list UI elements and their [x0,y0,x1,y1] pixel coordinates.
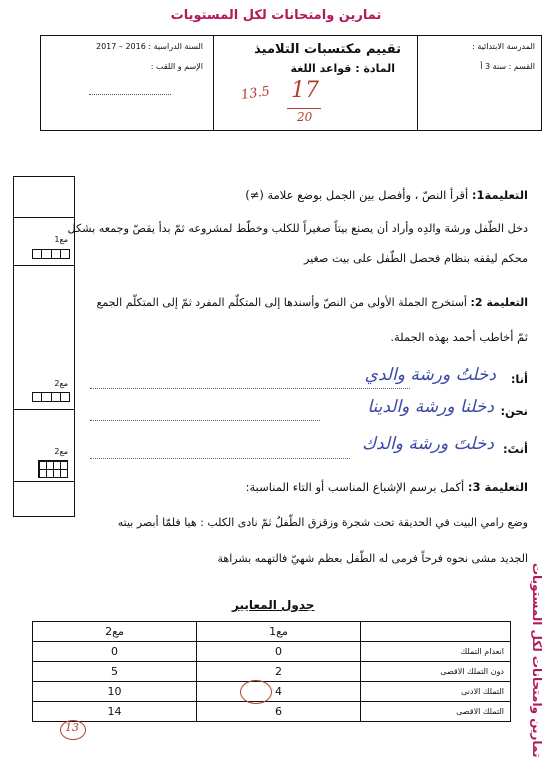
answer-dotline [90,388,410,389]
table-row [33,662,511,682]
table-cell: 6 [197,702,361,722]
side-watermark: تمارين وامتحانات لكل المستويات [530,563,544,758]
band-rule [14,409,74,410]
table-header-cell: مع1 [197,622,361,642]
criterion-grid [32,249,70,259]
exercise3-text-line: وضع رامي البيت في الحديقة تحت شجرة وزقزق الطّفلُ ثمّ نادى الكلب : هيا فلمّا أبصر بيته [117,516,528,529]
criteria-table [32,621,511,722]
table-cell: 10 [33,682,197,702]
criterion-label: مع2 [54,379,68,388]
exercise3-text-line: الجديد مشى نحوه فرحاً فرمى له الطّفل بعظم شهيّ فالتهمه بشراهة [217,552,528,565]
header-col-right [417,36,418,130]
table-cell: 4 [197,682,361,702]
exercise3-instruction: أكمل برسم الإشباع المناسب أو التاء المناسبة: [245,480,465,494]
exercise1-instruction: أقرأ النصّ ، وأفصل بين الجمل بوضع علامة (≠) [245,188,469,202]
table-row-label: التملك الادنى [361,682,511,702]
handwritten-answer: دخلنا ورشة والدينا [367,397,494,417]
handwritten-answer: دخلتَ ورشة والدك [361,434,494,454]
band-rule [14,265,74,266]
header-col-left [213,36,214,130]
exercise1-text-line: دخل الطّفل ورشة والدِه وأراد أن يصنع بيتاً صغيراً للكلب وخطّط لمشروعه ثمّ بدأ يقصّ وجمعه بشكل [67,222,528,235]
table-header-cell: مع2 [33,622,197,642]
criteria-table-title: جدول المعايير [232,598,315,612]
criterion-grid [38,460,68,478]
table-cell: 2 [197,662,361,682]
exercise2-instruction-cont: ثمّ أخاطب أحمد بهذه الجملة. [390,330,528,344]
eval-title: تقييم مكتسبات التلاميذ [254,42,401,57]
name-label: الإسم و اللقب : [150,62,203,71]
exercise1-text-line: محكم ليقفه بنظام فحصل الطّفل على بيت صغير [303,252,528,265]
grade-fraction-bar [287,108,321,109]
exercise3-block [246,480,528,494]
year-label: السنة الدراسية : 2016 – 2017 [96,42,203,51]
criterion-grid [32,392,70,402]
grade-total: 20 [297,110,313,124]
teacher-mark: 13 [65,721,79,734]
band-rule [14,217,74,218]
band-rule [14,481,74,482]
name-dotline [89,94,171,95]
table-row-label: التملك الاقصى [361,702,511,722]
class-label: القسم : سنة 3 أ [480,62,535,71]
exercise3-label: التعليمة 3: [467,480,528,494]
table-row [33,622,511,642]
table-row [33,642,511,662]
teacher-circle-mark [240,680,272,704]
site-banner: تمارين وامتحانات لكل المستويات [170,8,382,23]
table-cell: 0 [197,642,361,662]
criterion-label: مع1 [54,235,68,244]
exercise1-block [245,188,528,202]
handwritten-answer: دخلتُ ورشة والدي [364,365,496,385]
table-header-cell [361,622,511,642]
exercise2-block [96,296,528,309]
grade-extra: 13.5 [240,84,271,103]
answer-prefix: أنا: [510,372,528,386]
criterion-label: مع2 [54,447,68,456]
table-row-label: دون التملك الاقصى [361,662,511,682]
table-cell: 0 [33,642,197,662]
grade-score: 17 [291,78,319,103]
answer-dotline [90,420,320,421]
school-label: المدرسة الابتدائية : [472,42,535,51]
exercise2-instruction: أستخرج الجملة الأولى من النصّ وأسندها إلى المتكلّم المفرد ثمّ إلى المتكلّم الجمع [96,296,467,309]
answer-prefix: أنتَ: [502,442,528,456]
exercise1-label: التعليمة1: [471,188,528,202]
subject-label: المادة : قواعد اللغة [290,62,395,75]
answer-dotline [90,458,350,459]
table-cell: 5 [33,662,197,682]
table-cell: 14 [33,702,197,722]
exercise2-label: التعليمة 2: [470,296,528,309]
header-box [40,35,542,131]
table-row [33,702,511,722]
table-row-label: انعدام التملك [361,642,511,662]
answer-prefix: نحن: [500,404,528,418]
score-sideband [13,176,75,517]
